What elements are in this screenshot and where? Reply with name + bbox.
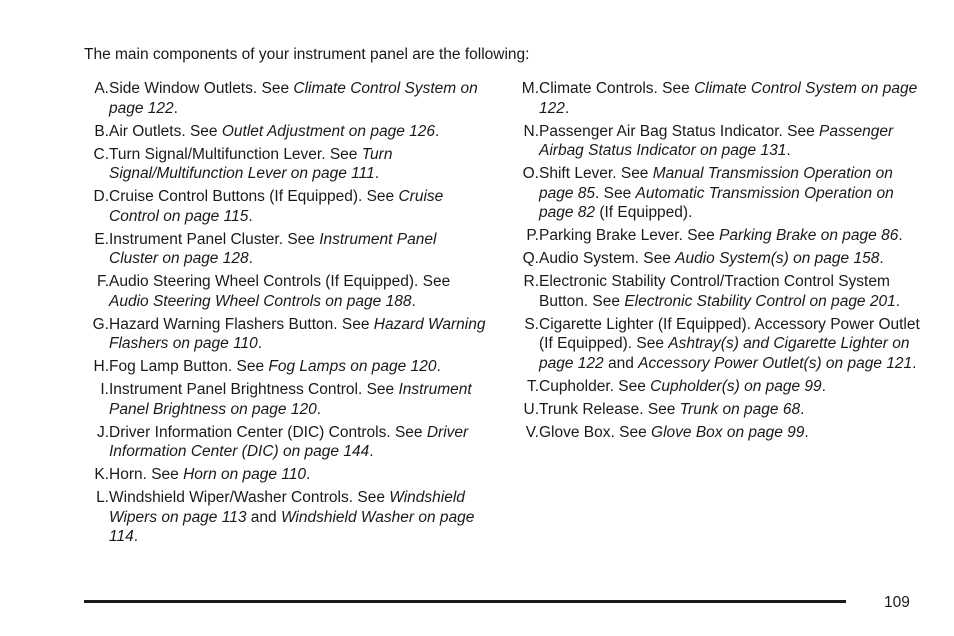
item-description: . xyxy=(173,99,178,117)
item-text xyxy=(109,465,488,485)
item-description: Hazard Warning Flashers Button. See xyxy=(109,315,374,333)
item-description: . xyxy=(306,466,311,483)
list-item xyxy=(508,272,928,311)
item-description: Audio System. See xyxy=(539,250,676,267)
item-description: . xyxy=(248,250,253,267)
item-description: . xyxy=(133,528,139,545)
list-item xyxy=(78,230,488,269)
item-text xyxy=(109,272,488,311)
page-reference: Windshield Washer on page 114 xyxy=(109,508,475,545)
page-reference: Hazard Warning Flashers on page 110 xyxy=(109,315,486,352)
item-description: . xyxy=(879,250,884,267)
item-letter: A. xyxy=(94,80,109,97)
page-reference: Horn on page 110 xyxy=(183,466,307,483)
item-description: and xyxy=(246,508,281,526)
item-text xyxy=(109,357,488,377)
item-text xyxy=(539,79,928,118)
list-item xyxy=(508,315,928,374)
item-description: . xyxy=(912,354,917,372)
item-text xyxy=(109,122,488,142)
page-reference: Cupholder(s) on page 99 xyxy=(650,377,822,395)
page-reference: Audio System(s) on page 158 xyxy=(675,250,880,267)
item-letter: O. xyxy=(522,165,539,182)
page-reference: Electronic Stability Control on page 201 xyxy=(624,292,896,310)
item-text xyxy=(109,380,488,419)
item-description: Instrument Panel Cluster. See xyxy=(109,230,320,248)
item-description: . xyxy=(434,122,440,140)
item-letter: I. xyxy=(100,381,109,398)
item-letter: S. xyxy=(524,315,539,333)
list-item xyxy=(78,357,488,377)
item-description: Driver Information Center (DIC) Controls. See xyxy=(109,423,427,441)
item-text xyxy=(539,122,928,161)
item-description: . xyxy=(800,400,805,418)
item-letter: B. xyxy=(94,122,109,140)
list-item xyxy=(508,400,928,420)
item-description: . xyxy=(369,443,374,460)
footer-rule xyxy=(84,600,846,603)
item-description: . xyxy=(316,400,321,418)
item-letter: J. xyxy=(96,423,109,441)
item-description: Cigarette Lighter (If Equipped). Accessory Power Outlet (If Equipped). See xyxy=(539,315,920,352)
item-description: Cupholder. See xyxy=(539,377,651,395)
list-item xyxy=(508,249,928,269)
list-item xyxy=(78,187,488,226)
item-description: Instrument Panel Brightness Control. See xyxy=(109,381,399,398)
list-item xyxy=(78,145,488,184)
item-description: . See xyxy=(595,184,636,202)
item-description: . xyxy=(895,292,901,310)
list-item xyxy=(78,79,488,118)
item-letter: K. xyxy=(94,466,109,483)
list-item xyxy=(78,122,488,142)
page-reference: Cruise Control on page 115 xyxy=(109,188,444,225)
item-letter: M. xyxy=(521,80,539,97)
item-description: Trunk Release. See xyxy=(539,400,680,418)
item-description: Air Outlets. See xyxy=(109,122,222,140)
list-item xyxy=(78,423,488,462)
item-letter: Q. xyxy=(522,250,539,267)
item-description: Climate Controls. See xyxy=(539,80,695,97)
item-description: Shift Lever. See xyxy=(539,165,653,182)
item-letter: G. xyxy=(92,315,109,333)
item-description: Turn Signal/Multifunction Lever. See xyxy=(109,145,362,163)
list-item xyxy=(78,380,488,419)
page-reference: Parking Brake on page 86 xyxy=(719,227,899,244)
item-letter: C. xyxy=(93,145,109,163)
item-description: . xyxy=(786,142,791,159)
item-description: Windshield Wiper/Washer Controls. See xyxy=(109,489,390,506)
item-letter: T. xyxy=(526,377,539,395)
item-letter: E. xyxy=(94,230,109,248)
list-item xyxy=(508,122,928,161)
page-reference: Driver Information Center (DIC) on page 144 xyxy=(109,423,469,460)
page-reference: Climate Control System on page 122 xyxy=(539,80,918,117)
item-description: Parking Brake Lever. See xyxy=(539,227,720,244)
item-description: (If Equipped). xyxy=(595,204,693,221)
item-text xyxy=(539,249,928,269)
item-description: Cruise Control Buttons (If Equipped). See xyxy=(109,188,399,205)
item-letter: L. xyxy=(96,489,109,506)
item-description: and xyxy=(603,354,639,372)
item-text xyxy=(109,315,488,354)
page-reference: Turn Signal/Multifunction Lever on page 111 xyxy=(109,145,393,182)
item-letter: H. xyxy=(93,358,109,375)
list-item xyxy=(508,226,928,246)
page-reference: Glove Box on page 99 xyxy=(651,423,805,441)
intro-paragraph: The main components of your instrument panel are the following: xyxy=(84,46,530,63)
list-item xyxy=(78,272,488,311)
item-description: . xyxy=(564,99,570,117)
list-item xyxy=(508,377,928,397)
page-reference: Automatic Transmission Operation on page 82 xyxy=(539,184,894,221)
page-reference: Accessory Power Outlet(s) on page 121 xyxy=(638,354,913,372)
item-description: . xyxy=(248,207,253,225)
item-description: . xyxy=(898,227,903,244)
item-description: Fog Lamp Button. See xyxy=(109,358,269,375)
item-text xyxy=(539,400,928,420)
page-reference: Fog Lamps on page 120 xyxy=(268,358,437,375)
item-text xyxy=(539,164,928,223)
item-text xyxy=(539,226,928,246)
item-description: Passenger Air Bag Status Indicator. See xyxy=(539,122,820,140)
item-description: . xyxy=(821,377,826,395)
page-reference: Outlet Adjustment on page 126 xyxy=(221,122,435,140)
item-text xyxy=(109,145,488,184)
item-description: Horn. See xyxy=(109,466,184,483)
item-text xyxy=(539,315,928,374)
item-letter: P. xyxy=(526,227,539,244)
item-description: . xyxy=(411,292,416,310)
item-description: Glove Box. See xyxy=(539,423,652,441)
item-text xyxy=(539,423,928,443)
item-text xyxy=(539,272,928,311)
page-reference: Instrument Panel Brightness on page 120 xyxy=(109,381,472,418)
list-item xyxy=(508,164,928,223)
page-reference: Windshield Wipers on page 113 xyxy=(109,489,465,526)
item-letter: N. xyxy=(523,122,539,140)
page-reference: Ashtray(s) and Cigarette Lighter on page 122 xyxy=(539,335,910,372)
page-reference: Instrument Panel Cluster on page 128 xyxy=(109,230,437,267)
item-text xyxy=(109,230,488,269)
item-description: . xyxy=(804,423,809,441)
list-item xyxy=(78,488,488,547)
page-reference: Trunk on page 68 xyxy=(679,400,801,418)
item-description: . xyxy=(257,335,263,352)
list-item xyxy=(78,315,488,354)
item-text xyxy=(109,79,488,118)
item-text xyxy=(109,488,488,547)
item-letter: U. xyxy=(523,400,539,418)
item-letter: R. xyxy=(523,273,539,290)
page-reference: Passenger Airbag Status Indicator on page 131 xyxy=(539,122,894,159)
item-letter: F. xyxy=(96,273,109,290)
list-item xyxy=(508,423,928,443)
page-number: 109 xyxy=(884,594,910,611)
item-letter: D. xyxy=(93,188,109,205)
left-column xyxy=(78,79,488,550)
item-description: Electronic Stability Control/Traction Control System Button. See xyxy=(539,273,890,310)
item-description: Audio Steering Wheel Controls (If Equipped). See xyxy=(109,273,451,290)
right-column xyxy=(508,79,928,446)
item-text xyxy=(109,423,488,462)
item-text xyxy=(539,377,928,397)
page-reference: Manual Transmission Operation on page 85 xyxy=(539,165,893,202)
list-item xyxy=(508,79,928,118)
item-description: . xyxy=(436,358,441,375)
item-letter: V. xyxy=(525,423,539,441)
item-text xyxy=(109,187,488,226)
item-description: Side Window Outlets. See xyxy=(109,80,294,97)
page-reference: Climate Control System on page 122 xyxy=(109,80,478,117)
item-description: . xyxy=(374,165,379,182)
page-reference: Audio Steering Wheel Controls on page 188 xyxy=(109,292,412,310)
list-item xyxy=(78,465,488,485)
